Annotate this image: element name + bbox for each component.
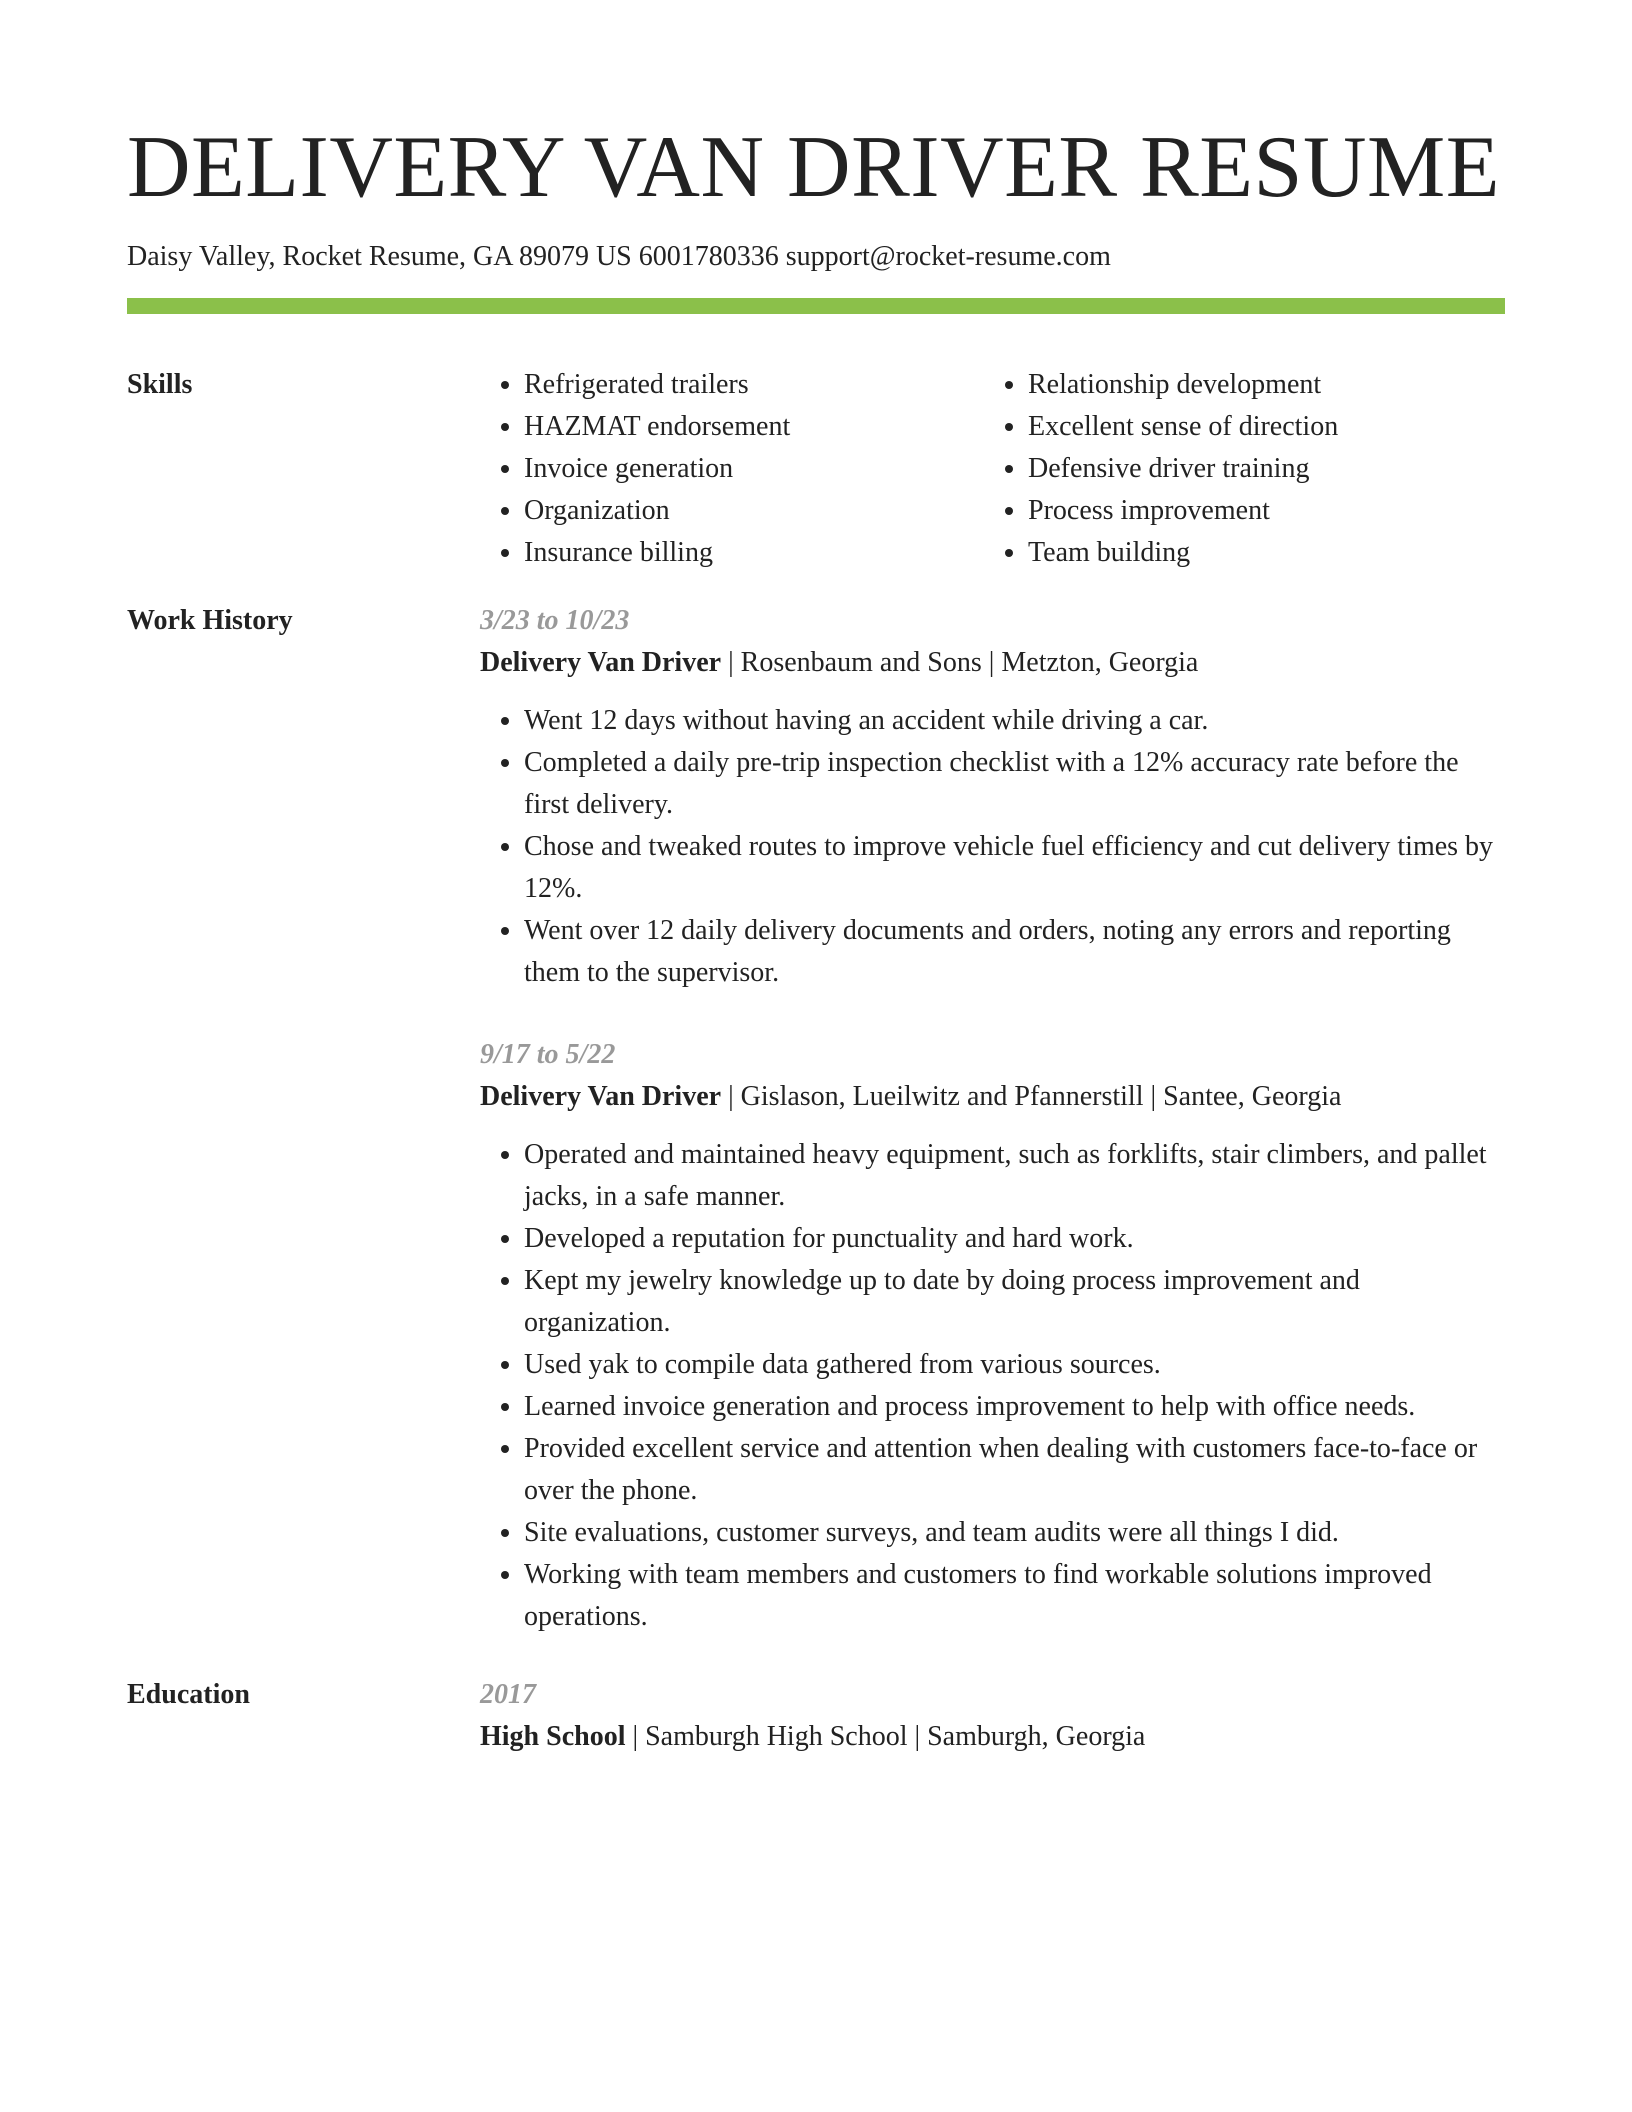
job-entry [480, 1034, 1505, 1638]
skills-body [480, 364, 1505, 574]
skills-list-right [984, 364, 1488, 574]
job-role: Delivery Van Driver [480, 647, 722, 678]
work-history-body [480, 600, 1505, 1638]
job-role: Delivery Van Driver [480, 1081, 722, 1112]
job-dates: 3/23 to 10/23 [480, 605, 630, 636]
education-year: 2017 [480, 1679, 536, 1710]
job-bullet: • Kept my jewelry knowledge up to date by doing process improvement and organization. [524, 1260, 1505, 1344]
skill-item: • HAZMAT endorsement [524, 406, 984, 448]
education-body [480, 1674, 1505, 1758]
work-history-heading: Work History [127, 605, 293, 636]
skills-columns [480, 364, 1505, 574]
job-bullet: • Used yak to compile data gathered from various sources. [524, 1344, 1505, 1386]
education-degree: High School [480, 1721, 626, 1752]
skill-item: • Defensive driver training [1028, 448, 1488, 490]
skill-item: • Invoice generation [524, 448, 984, 490]
job-bullet: • Learned invoice generation and process improvement to help with office needs. [524, 1386, 1505, 1428]
skill-item: • Relationship development [1028, 364, 1488, 406]
job-bullets [480, 1134, 1505, 1638]
education-section [127, 1674, 1505, 1758]
job-bullets [480, 700, 1505, 994]
accent-divider [127, 298, 1505, 314]
job-bullet: • Completed a daily pre-trip inspection checklist with a 12% accuracy rate before the first delivery. [524, 742, 1505, 826]
skills-section [127, 364, 1505, 574]
job-bullet: • Chose and tweaked routes to improve vehicle fuel efficiency and cut delivery times by 12%. [524, 826, 1505, 910]
contact-line: Daisy Valley, Rocket Resume, GA 89079 US 6001780336 support@rocket-resume.com [127, 241, 1111, 272]
job-title-line [480, 1076, 1505, 1118]
work-history-section [127, 600, 1505, 1638]
skill-item: • Process improvement [1028, 490, 1488, 532]
job-bullet: • Went over 12 daily delivery documents and orders, noting any errors and reporting them to the supervisor. [524, 910, 1505, 994]
job-company-location: | Gislason, Lueilwitz and Pfannerstill | Santee, Georgia [721, 1081, 1342, 1112]
job-bullet: • Went 12 days without having an accident while driving a car. [524, 700, 1505, 742]
job-bullet: • Operated and maintained heavy equipment, such as forklifts, stair climbers, and pallet jacks, in a safe manner. [524, 1134, 1505, 1218]
resume-title: DELIVERY VAN DRIVER RESUME [127, 119, 1501, 216]
skill-item: • Organization [524, 490, 984, 532]
job-bullet: • Developed a reputation for punctuality and hard work. [524, 1218, 1505, 1260]
skills-column-right [984, 364, 1488, 574]
education-heading: Education [127, 1679, 250, 1710]
skill-item: • Insurance billing [524, 532, 984, 574]
job-bullet: • Site evaluations, customer surveys, and team audits were all things I did. [524, 1512, 1505, 1554]
skill-item: • Refrigerated trailers [524, 364, 984, 406]
job-company-location: | Rosenbaum and Sons | Metzton, Georgia [721, 647, 1199, 678]
skills-list-left [480, 364, 984, 574]
job-entry [480, 600, 1505, 994]
job-bullet: • Working with team members and customers to find workable solutions improved operations. [524, 1554, 1505, 1638]
skills-column-left [480, 364, 984, 574]
education-school-location: | Samburgh High School | Samburgh, Georgia [625, 1721, 1146, 1752]
job-title-line [480, 642, 1505, 684]
skills-heading: Skills [127, 369, 193, 400]
skill-item: • Team building [1028, 532, 1488, 574]
education-line [480, 1716, 1505, 1758]
skill-item: • Excellent sense of direction [1028, 406, 1488, 448]
job-dates: 9/17 to 5/22 [480, 1039, 616, 1070]
job-bullet: • Provided excellent service and attention when dealing with customers face-to-face or over the phone. [524, 1428, 1505, 1512]
